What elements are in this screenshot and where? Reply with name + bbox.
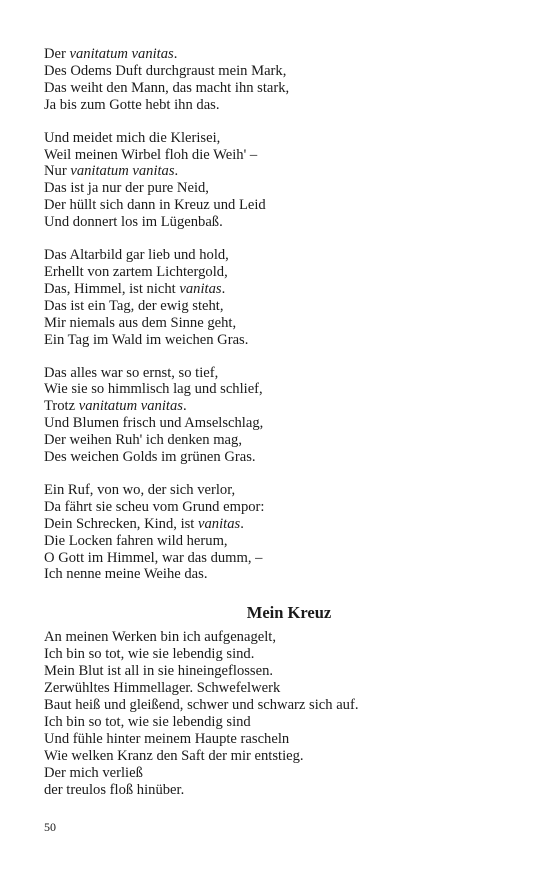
poem-line: Ich bin so tot, wie sie lebendig sind xyxy=(44,713,251,730)
page-number: 50 xyxy=(44,820,56,834)
line-text: Mir niemals aus dem Sinne geht, xyxy=(44,314,237,331)
poem-line xyxy=(44,97,514,114)
poem-line xyxy=(44,197,514,214)
poem-mein-kreuz xyxy=(44,629,514,798)
stanza xyxy=(44,46,514,114)
line-text: . xyxy=(174,163,179,180)
poem-line: Mein Blut ist all in sie hineingeflossen. xyxy=(44,663,274,680)
line-text: Und donnert los im Lügenbaß. xyxy=(44,214,223,231)
poem-line xyxy=(44,499,514,516)
line-text: . xyxy=(182,398,187,415)
italic-text: vanitatum vanitas xyxy=(69,46,174,62)
poem-line: Und fühle hinter meinem Haupte rascheln xyxy=(44,730,290,747)
italic-text: vanitas xyxy=(179,280,222,297)
line-text: . xyxy=(221,280,226,297)
line-text: Das, Himmel, ist nicht xyxy=(44,280,180,297)
poem-line xyxy=(44,180,514,197)
line-text: Der xyxy=(44,46,70,62)
line-text: . xyxy=(240,515,244,532)
poem-line xyxy=(44,264,514,281)
page-content xyxy=(44,46,514,814)
poem-line xyxy=(44,432,514,449)
stanza xyxy=(44,482,514,583)
line-text: Ich nenne meine Weihe das. xyxy=(44,566,208,583)
poem-line xyxy=(44,516,514,533)
line-text: Ein Ruf, von wo, der sich verlor, xyxy=(44,481,236,498)
poem-line xyxy=(44,281,514,298)
poem-line xyxy=(44,550,514,567)
italic-text: vanitas xyxy=(198,515,241,532)
line-text: Der hüllt sich dann in Kreuz und Leid xyxy=(44,197,266,214)
poem-line xyxy=(44,381,514,398)
poem-line xyxy=(44,80,514,97)
poem-line xyxy=(44,46,514,63)
poem-line: Zerwühltes Himmellager. Schwefelwerk xyxy=(44,680,281,697)
line-text: Nur xyxy=(44,163,71,180)
line-text: Das Altarbild gar lieb und hold, xyxy=(44,247,229,264)
poem-line: An meinen Werken bin ich aufgenagelt, xyxy=(44,629,276,646)
poem-line xyxy=(44,247,514,264)
line-text: Und meidet mich die Klerisei, xyxy=(44,129,221,146)
line-text: Die Locken fahren wild herum, xyxy=(44,532,228,549)
italic-text: vanitatum vanitas xyxy=(78,398,183,415)
poem-line xyxy=(44,315,514,332)
line-text: O Gott im Himmel, war das dumm, – xyxy=(44,549,263,566)
poem-line: Baut heiß und gleißend, schwer und schwarz sich auf. xyxy=(44,697,359,713)
line-text: Des weichen Golds im grünen Gras. xyxy=(44,449,256,466)
poem-line: Ich bin so tot, wie sie lebendig sind. xyxy=(44,646,255,663)
poem-line xyxy=(44,449,514,466)
poem-line xyxy=(44,566,514,583)
line-text: Das ist ja nur der pure Neid, xyxy=(44,180,209,197)
line-text: Das ist ein Tag, der ewig steht, xyxy=(44,297,224,314)
poem-line: der treulos floß hinüber. xyxy=(44,781,185,798)
stanza xyxy=(44,247,514,348)
poem-line xyxy=(44,398,514,415)
line-text: Und Blumen frisch und Amselschlag, xyxy=(44,415,264,432)
poem-line xyxy=(44,147,514,164)
poem-line xyxy=(44,482,514,499)
poem-line xyxy=(44,130,514,147)
line-text: . xyxy=(173,46,178,62)
line-text: Trotz xyxy=(44,398,79,415)
poem-title: Mein Kreuz xyxy=(246,603,332,623)
poem-line xyxy=(44,365,514,382)
line-text: Erhellt von zartem Lichtergold, xyxy=(44,263,228,280)
poem-line xyxy=(44,533,514,550)
poem-line xyxy=(44,415,514,432)
line-text: Das weiht den Mann, das macht ihn stark, xyxy=(44,79,290,96)
line-text: Das alles war so ernst, so tief, xyxy=(44,364,219,381)
line-text: Der weihen Ruh' ich denken mag, xyxy=(44,432,242,449)
line-text: Dein Schrecken, Kind, ist xyxy=(44,515,199,532)
poem-line xyxy=(44,332,514,349)
stanza xyxy=(44,365,514,466)
poem-line xyxy=(44,163,514,180)
italic-text: vanitatum vanitas xyxy=(70,163,175,180)
line-text: Ja bis zum Gotte hebt ihn das. xyxy=(44,96,220,113)
poem-vanitas xyxy=(44,46,514,583)
poem-line: Wie welken Kranz den Saft der mir entstieg. xyxy=(44,747,304,764)
poem-line xyxy=(44,214,514,231)
stanza xyxy=(44,130,514,231)
line-text: Des Odems Duft durchgraust mein Mark, xyxy=(44,62,287,79)
line-text: Ein Tag im Wald im weichen Gras. xyxy=(44,331,249,348)
poem-line: Der mich verließ xyxy=(44,764,143,781)
line-text: Weil meinen Wirbel floh die Weih' – xyxy=(44,146,258,163)
line-text: Da fährt sie scheu vom Grund empor: xyxy=(44,498,265,515)
poem-line xyxy=(44,298,514,315)
poem-line xyxy=(44,63,514,80)
line-text: Wie sie so himmlisch lag und schlief, xyxy=(44,381,263,398)
